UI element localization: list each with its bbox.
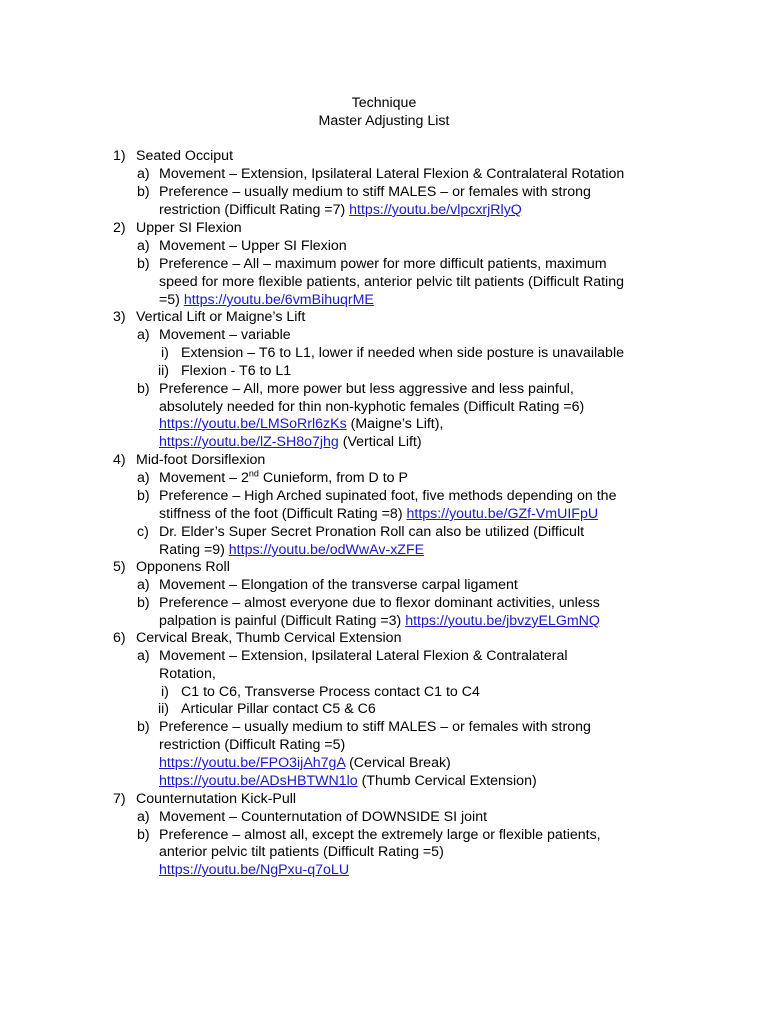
subitem-text: Movement – Counternutation of DOWNSIDE SI joint	[159, 809, 488, 825]
subitem-text-line	[159, 612, 600, 630]
subitem-label: b)	[137, 719, 150, 735]
subitem-text: Movement – variable	[159, 327, 291, 343]
subitem-label: a)	[137, 470, 150, 486]
link-note: (Vertical Lift)	[338, 434, 422, 450]
subitem-text-line	[159, 291, 374, 309]
document-title: Technique	[351, 95, 417, 111]
subitem-text: Preference – All – maximum power for more difficult patients, maximum	[159, 256, 607, 272]
item-number: 5)	[113, 559, 126, 575]
subitem-label: b)	[137, 827, 150, 843]
video-link[interactable]: https://youtu.be/GZf-VmUIFpU	[406, 506, 599, 522]
subitem-text: Preference – almost all, except the extremely large or flexible patients,	[159, 827, 601, 843]
video-link[interactable]: https://youtu.be/ADsHBTWN1lo	[159, 773, 358, 789]
item-number: 3)	[113, 309, 126, 325]
subitem-text: Cunieform, from D to P	[258, 470, 408, 486]
subitem-label: a)	[137, 238, 150, 254]
subitem-text: absolutely needed for thin non-kyphotic females (Difficult Rating =6)	[159, 399, 585, 415]
roman-label: ii)	[158, 701, 170, 717]
subitem-text: anterior pelvic tilt patients (Difficult Rating =5)	[159, 844, 444, 860]
subitem-label: a)	[137, 648, 150, 664]
subitem-text: stiffness of the foot (Difficult Rating =8)	[159, 506, 407, 522]
subitem-text: Movement – Extension, Ipsilateral Lateral Flexion & Contralateral	[159, 648, 568, 664]
link-note: (Maigne’s Lift),	[346, 416, 444, 432]
subitem-label: a)	[137, 166, 150, 182]
subitem-text: =5)	[159, 292, 184, 308]
subitem-label: b)	[137, 256, 150, 272]
roman-label: i)	[161, 345, 169, 361]
subitem-text: Rating =9)	[159, 542, 229, 558]
roman-text: Articular Pillar contact C5 & C6	[181, 701, 376, 717]
subitem-text-line	[159, 505, 598, 523]
roman-text: Extension – T6 to L1, lower if needed when side posture is unavailable	[181, 345, 624, 361]
roman-label: ii)	[158, 363, 170, 379]
subitem-text-line	[159, 861, 349, 879]
item-number: 4)	[113, 452, 126, 468]
subitem-text: Preference – usually medium to stiff MALES – or females with strong	[159, 184, 591, 200]
video-link[interactable]: https://youtu.be/lZ-SH8o7jhg	[159, 434, 339, 450]
subitem-label: c)	[137, 524, 149, 540]
link-note: (Cervical Break)	[345, 755, 451, 771]
subitem-label: b)	[137, 381, 150, 397]
subitem-text: Preference – High Arched supinated foot, five methods depending on the	[159, 488, 617, 504]
subitem-text: Rotation,	[159, 666, 216, 682]
subitem-label: a)	[137, 327, 150, 343]
subitem-text: Movement – 2	[159, 470, 249, 486]
video-link[interactable]: https://youtu.be/jbvzyELGmNQ	[405, 613, 600, 629]
subitem-text: Movement – Extension, Ipsilateral Lateral Flexion & Contralateral Rotation	[159, 166, 625, 182]
item-number: 1)	[113, 148, 126, 164]
subitem-label: b)	[137, 595, 150, 611]
subitem-text-line	[159, 772, 537, 790]
subitem-text: palpation is painful (Difficult Rating =3)	[159, 613, 406, 629]
item-title: Cervical Break, Thumb Cervical Extension	[136, 630, 402, 646]
item-title: Opponens Roll	[136, 559, 230, 575]
subitem-text-line	[159, 469, 408, 487]
subitem-text-line	[159, 754, 451, 772]
subitem-text: restriction (Difficult Rating =5)	[159, 737, 346, 753]
subitem-text-line	[159, 201, 522, 219]
subitem-text-line	[159, 415, 443, 433]
subitem-label: a)	[137, 577, 150, 593]
item-number: 7)	[113, 791, 126, 807]
subitem-label: b)	[137, 488, 150, 504]
video-link[interactable]: https://youtu.be/vlpcxrjRlyQ	[349, 202, 522, 218]
item-title: Mid-foot Dorsiflexion	[136, 452, 266, 468]
video-link[interactable]: https://youtu.be/odWwAv-xZFE	[228, 542, 425, 558]
subitem-text: Movement – Upper SI Flexion	[159, 238, 347, 254]
video-link[interactable]: https://youtu.be/LMSoRrl6zKs	[159, 416, 347, 432]
item-number: 2)	[113, 220, 126, 236]
ordinal-superscript: nd	[248, 468, 259, 479]
subitem-text: Preference – almost everyone due to flexor dominant activities, unless	[159, 595, 600, 611]
subitem-label: b)	[137, 184, 150, 200]
video-link[interactable]: https://youtu.be/NgPxu-q7oLU	[159, 862, 350, 878]
subitem-text-line	[159, 541, 424, 559]
document-subtitle: Master Adjusting List	[318, 113, 450, 129]
subitem-text: speed for more flexible patients, anterior pelvic tilt patients (Difficult Rating	[159, 274, 624, 290]
subitem-text: Movement – Elongation of the transverse carpal ligament	[159, 577, 518, 593]
roman-label: i)	[161, 684, 169, 700]
roman-text: C1 to C6, Transverse Process contact C1 to C4	[181, 684, 480, 700]
video-link[interactable]: https://youtu.be/6vmBihuqrME	[183, 292, 374, 308]
link-note: (Thumb Cervical Extension)	[357, 773, 537, 789]
subitem-label: a)	[137, 809, 150, 825]
video-link[interactable]: https://youtu.be/FPO3ijAh7gA	[159, 755, 346, 771]
item-number: 6)	[113, 630, 126, 646]
item-title: Upper SI Flexion	[136, 220, 242, 236]
item-title: Seated Occiput	[136, 148, 234, 164]
subitem-text: Preference – usually medium to stiff MALES – or females with strong	[159, 719, 591, 735]
subitem-text-line	[159, 433, 422, 451]
subitem-text: restriction (Difficult Rating =7)	[159, 202, 350, 218]
subitem-text: Dr. Elder’s Super Secret Pronation Roll can also be utilized (Difficult	[159, 524, 585, 540]
item-title: Vertical Lift or Maigne’s Lift	[136, 309, 306, 325]
roman-text: Flexion - T6 to L1	[181, 363, 292, 379]
item-title: Counternutation Kick-Pull	[136, 791, 297, 807]
subitem-text: Preference – All, more power but less aggressive and less painful,	[159, 381, 574, 397]
